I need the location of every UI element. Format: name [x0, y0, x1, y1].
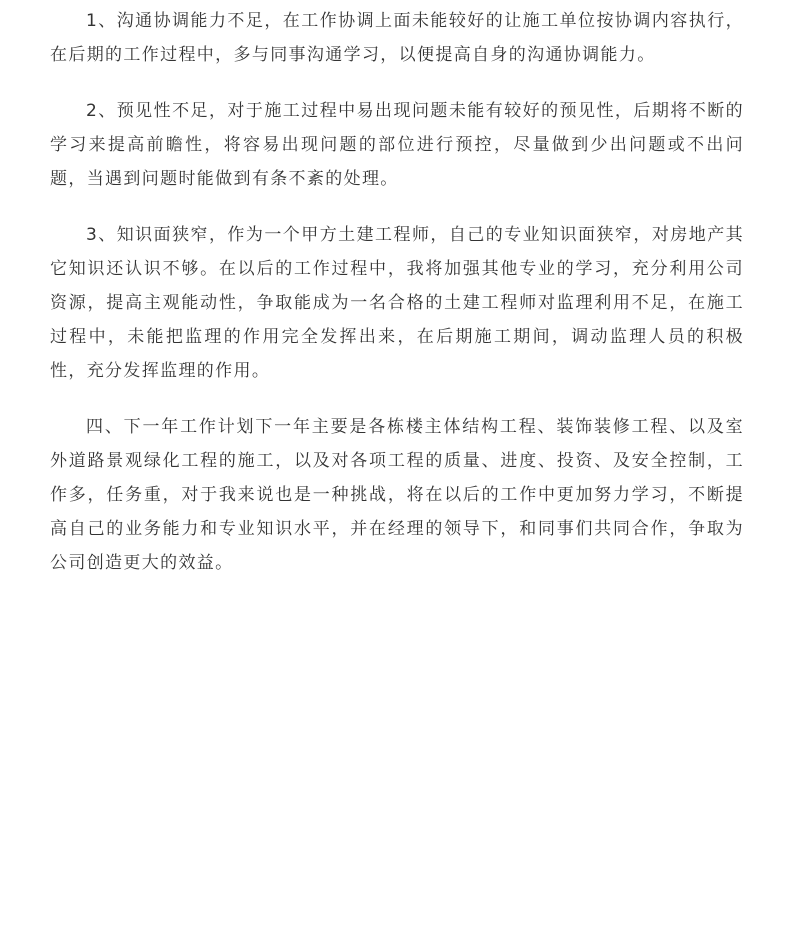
paragraph-foresight-shortfall: 2、预见性不足，对于施工过程中易出现问题未能有较好的预见性，后期将不断的学习来提高前瞻性，将容易出现问题的部位进行预控，尽量做到少出问题或不出问题，当遇到问题时能做到有条不紊的处理。: [50, 101, 744, 189]
paragraph-next-year-plan: 四、下一年工作计划下一年主要是各栋楼主体结构工程、装饰装修工程、以及室外道路景观绿化工程的施工，以及对各项工程的质量、进度、投资、及安全控制，工作多，任务重，对于我来说也是一种挑战，将在以后的工作中更加努力学习，不断提高自己的业务能力和专业知识水平，并在经理的领导下，和同事们共同合作，争取为公司创造更大的效益。: [50, 417, 744, 573]
paragraph-knowledge-shortfall: 3、知识面狭窄，作为一个甲方土建工程师，自己的专业知识面狭窄，对房地产其它知识还认识不够。在以后的工作过程中，我将加强其他专业的学习，充分利用公司资源，提高主观能动性，争取能成为一名合格的土建工程师对监理利用不足，在施工过程中，未能把监理的作用完全发挥出来，在后期施工期间，调动监理人员的积极性，充分发挥监理的作用。: [50, 225, 744, 381]
paragraph-communication-shortfall: 1、沟通协调能力不足，在工作协调上面未能较好的让施工单位按协调内容执行，在后期的工作过程中，多与同事沟通学习，以便提高自身的沟通协调能力。: [50, 11, 744, 65]
document-body: [50, 4, 744, 602]
